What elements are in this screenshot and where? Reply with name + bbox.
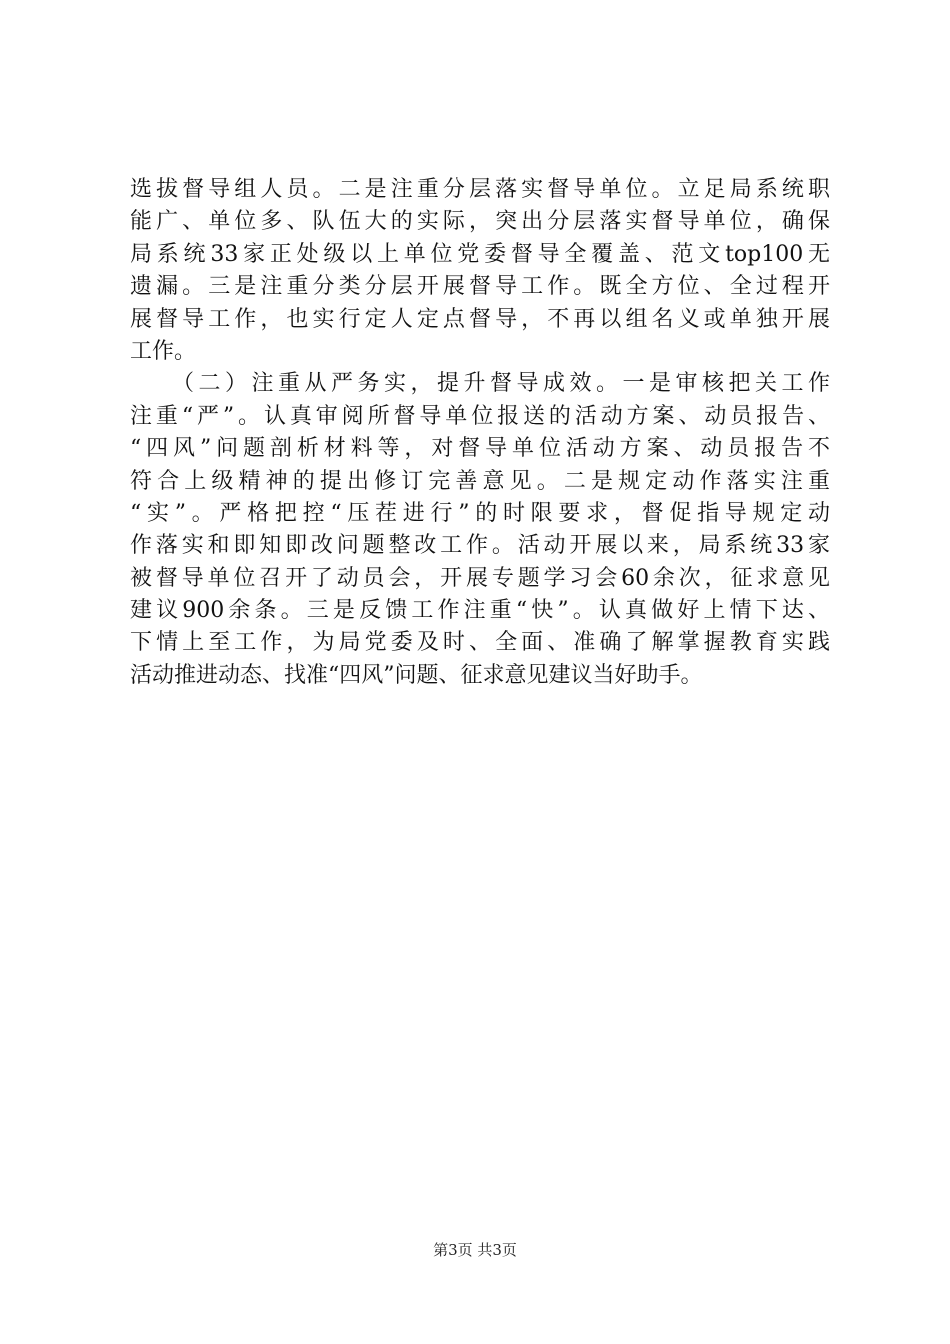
- text-line: 能广、单位多、队伍大的实际，突出分层落实督导单位，确保: [130, 209, 830, 235]
- text-line: 下情上至工作，为局党委及时、全面、准确了解掌握教育实践: [130, 630, 830, 656]
- text-line: 建议900余条。三是反馈工作注重“快”。认真做好上情下达、: [130, 598, 830, 624]
- text-line: 选拔督导组人员。二是注重分层落实督导单位。立足局系统职: [130, 177, 830, 202]
- text-line: 局系统33家正处级以上单位党委督导全覆盖、范文top100无: [130, 241, 830, 267]
- text-line: 活动推进动态、找准“四风”问题、征求意见建议当好助手。: [130, 662, 703, 688]
- text-line: “四风”问题剖析材料等，对督导单位活动方案、动员报告不: [130, 436, 830, 462]
- text-line: 作落实和即知即改问题整改工作。活动开展以来，局系统33家: [130, 533, 830, 559]
- text-line: 符合上级精神的提出修订完善意见。二是规定动作落实注重: [130, 468, 830, 494]
- text-line: “实”。严格把控“压茬进行”的时限要求，督促指导规定动: [130, 500, 830, 526]
- text-line: 注重“严”。认真审阅所督导单位报送的活动方案、动员报告、: [130, 403, 830, 429]
- text-line: 工作。: [130, 338, 197, 364]
- text-line: 展督导工作，也实行定人定点督导，不再以组名义或单独开展: [130, 306, 830, 332]
- text-line: 遗漏。三是注重分类分层开展督导工作。既全方位、全过程开: [130, 274, 830, 300]
- page-footer: 第3页 共3页: [433, 1241, 517, 1259]
- body-text: [130, 174, 830, 692]
- text-line: 被督导单位召开了动员会，开展专题学习会60余次，征求意见: [130, 565, 830, 591]
- text-line: （二）注重从严务实，提升督导成效。一是审核把关工作: [130, 371, 830, 397]
